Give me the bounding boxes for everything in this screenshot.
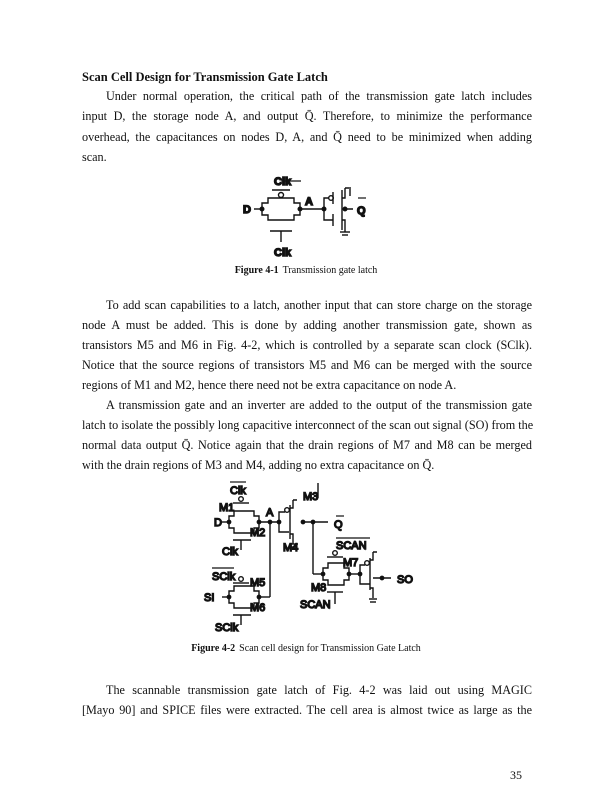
q-label: Q — [357, 205, 366, 217]
page-number: 35 — [510, 768, 522, 782]
m1-label: M1 — [219, 502, 235, 514]
transmission-gate-latch-schematic — [254, 181, 353, 242]
d-label: D — [214, 517, 222, 529]
paragraph-line: Notice that the source regions of transistors M5 and M6 can be merged with the source — [82, 358, 532, 372]
paragraph-line: with the drain regions of M3 and M4, adding no extra capacitance on Q̄. — [82, 458, 435, 472]
paragraph-line: normal data output Q̄. Notice again that the drain regions of M7 and M8 can be merged — [82, 438, 532, 452]
a-label: A — [305, 196, 313, 208]
sclk-label: SClk — [215, 622, 239, 634]
paragraph-line: regions of M1 and M2, hence there need not be extra capacitance on node A. — [82, 378, 457, 392]
si-label: SI — [204, 592, 215, 604]
paragraph-line: To add scan capabilities to a latch, another input that can store charge on the storage — [106, 298, 532, 312]
clk-label: Clk — [222, 546, 238, 558]
paragraph-line: overhead, the capacitances on nodes D, A, and Q̄ need to be minimized when adding — [82, 130, 532, 144]
sclk-bar-label: SClk — [212, 571, 236, 583]
paragraph-line: The scannable transmission gate latch of Fig. 4-2 was laid out using MAGIC — [106, 683, 532, 697]
m8-label: M8 — [311, 582, 327, 594]
m3-label: M3 — [303, 491, 319, 503]
clk-bar-label: Clk — [274, 176, 292, 188]
d-label: D — [243, 204, 251, 216]
paragraph-line: node A must be added. This is done by adding another transmission gate, shown as — [82, 318, 532, 332]
so-label: SO — [397, 574, 413, 586]
paragraph-line: latch to isolate the possibly long capacitive interconnect of the scan out signal (SO) from the — [82, 418, 534, 432]
scan-label: SCAN — [300, 599, 331, 611]
figure-4-2-caption: Figure 4-2 Scan cell design for Transmission Gate Latch — [191, 643, 421, 654]
m5-label: M5 — [250, 577, 266, 589]
paragraph-line: input D, the storage node A, and output Q̄. Therefore, to minimize the performance — [82, 109, 532, 123]
paragraph-line: A transmission gate and an inverter are added to the output of the transmission gate — [106, 398, 532, 412]
clk-label: Clk — [274, 247, 292, 259]
q-label: Q — [334, 519, 343, 531]
paragraph-line: Under normal operation, the critical path of the transmission gate latch includes — [106, 89, 532, 103]
figure-4-1-caption: Figure 4-1 Transmission gate latch — [234, 265, 378, 276]
m6-label: M6 — [250, 602, 266, 614]
m7-label: M7 — [343, 557, 359, 569]
scan-bar-label: SCAN — [336, 540, 367, 552]
a-label: A — [266, 507, 274, 519]
paragraph-line: [Mayo 90] and SPICE files were extracted. The cell area is almost twice as large as the — [82, 703, 532, 717]
clk-bar-label: Clk — [230, 485, 246, 497]
section-title: Scan Cell Design for Transmission Gate Latch — [82, 70, 328, 84]
m2-label: M2 — [250, 527, 266, 539]
m4-label: M4 — [283, 542, 299, 554]
paragraph-line: transistors M5 and M6 in Fig. 4-2, which is controlled by a separate scan clock (SClk). — [82, 338, 532, 352]
paragraph-line: scan. — [82, 150, 107, 164]
